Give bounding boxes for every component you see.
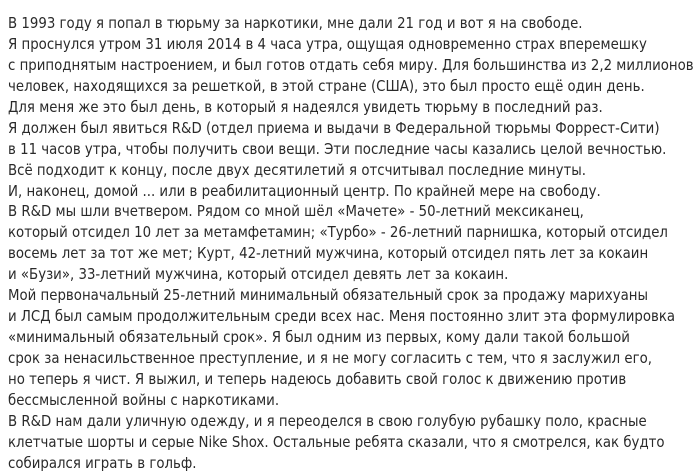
text-line: В R&D нам дали уличную одежду, и я переоделся в свою голубую рубашку поло, красные <box>8 411 647 430</box>
text-line: который отсидел 10 лет за метамфетамин; «Турбо» - 26-летний парнишка, который отсидел <box>8 223 668 242</box>
text-line: собирался играть в гольф. <box>8 453 197 472</box>
text-line: человек, находящихся за решеткой, в этой стране (США), это был просто ещё один день. <box>8 76 645 95</box>
text-line: клетчатые шорты и серые Nike Shox. Остальные ребята сказали, что я смотрелся, как будто <box>8 432 665 451</box>
text-line: срок за ненасильственное преступление, и я не могу согласить с тем, что я заслужил его, <box>8 349 652 367</box>
text-line: в 11 часов утра, чтобы получить свои вещи. Эти последние часы казались целой вечностью. <box>8 139 667 158</box>
text-line: и «Бузи», 33-летний мужчина, который отсидел девять лет за кокаин. <box>8 265 509 284</box>
text-line: бессмысленной войны с наркотиками. <box>8 390 280 409</box>
text-line: и ЛСД был самым продолжительным среди всех нас. Меня постоянно злит эта формулировка <box>8 307 676 326</box>
text-line: В 1993 году я попал в тюрьму за наркотики, мне дали 21 год и вот я на свободе. <box>8 14 583 32</box>
article-text <box>8 13 694 474</box>
text-line: «минимальный обязательный срок». Я был одним из первых, кому дали такой большой <box>8 328 630 347</box>
text-line: но теперь я чист. Я выжил, и теперь надеюсь добавить свой голос к движению против <box>8 369 627 388</box>
text-line: Я проснулся утром 31 июля 2014 в 4 часа утра, ощущая одновременно страх вперемешку <box>8 34 647 53</box>
text-line: Я должен был явиться R&D (отдел приема и выдачи в Федеральной тюрьмы Форрест-Сити) <box>8 118 660 137</box>
text-line: В R&D мы шли вчетвером. Рядом со мной шёл «Мачете» - 50-летний мексиканец, <box>8 202 584 221</box>
text-line: Для меня же это был день, в который я надеялся увидеть тюрьму в последний раз. <box>8 97 603 116</box>
text-line: Мой первоначальный 25-летний минимальный обязательный срок за продажу марихуаны <box>8 286 649 305</box>
text-line: восемь лет за тот же мет; Курт, 42-летний мужчина, который отсидел пять лет за кокаин <box>8 244 649 263</box>
text-line: Всё подходит к концу, после двух десятилетий я отсчитывал последние минуты. <box>8 160 586 179</box>
text-line: с приподнятым настроением, и был готов отдать себя миру. Для большинства из 2,2 миллионов <box>8 55 694 74</box>
text-line: И, наконец, домой ... или в реабилитационный центр. По крайней мере на свободу. <box>8 181 601 200</box>
